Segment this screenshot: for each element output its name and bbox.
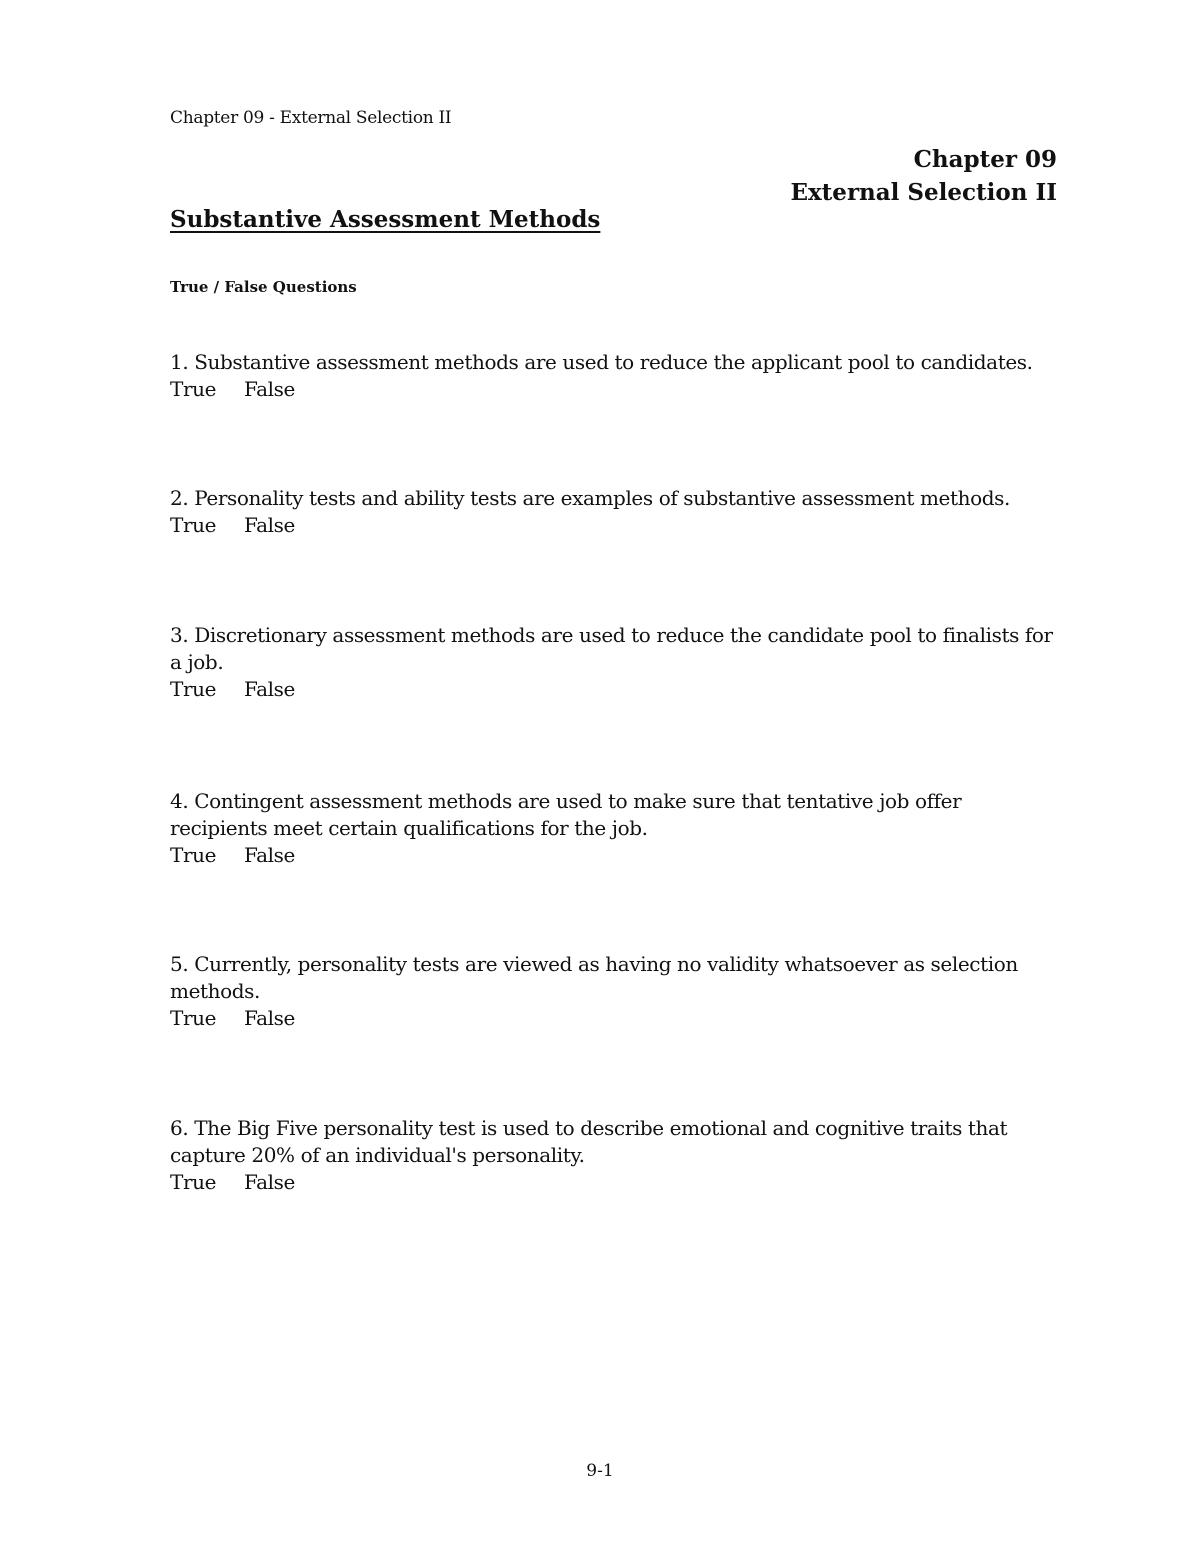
chapter-number: Chapter 09 [913, 146, 1057, 173]
question-text: 5. Currently, personality tests are viewed as having no validity whatsoever as selection methods. [170, 952, 1018, 1003]
answer-options [170, 676, 1060, 703]
question-text: 6. The Big Five personality test is used to describe emotional and cognitive traits that capture 20% of an individual's personality. [170, 1116, 1008, 1167]
question-item [170, 788, 1060, 869]
section-title: Substantive Assessment Methods [170, 206, 601, 233]
answer-false: False [244, 1170, 295, 1194]
answer-false: False [244, 843, 295, 867]
answer-true: True [170, 1170, 217, 1194]
running-header: Chapter 09 - External Selection II [170, 108, 452, 128]
question-item [170, 622, 1060, 703]
chapter-heading [790, 143, 1057, 209]
answer-true: True [170, 377, 217, 401]
question-item [170, 1115, 1060, 1196]
question-text: 3. Discretionary assessment methods are used to reduce the candidate pool to finalists for a job. [170, 623, 1053, 674]
answer-options [170, 1005, 1060, 1032]
answer-false: False [244, 1006, 295, 1030]
answer-options [170, 842, 1060, 869]
question-item [170, 951, 1060, 1032]
question-text: 4. Contingent assessment methods are used to make sure that tentative job offer recipients meet certain qualifications for the job. [170, 789, 962, 840]
answer-true: True [170, 1006, 217, 1030]
answer-false: False [244, 677, 295, 701]
answer-false: False [244, 513, 295, 537]
answer-true: True [170, 513, 217, 537]
subsection-title: True / False Questions [170, 278, 357, 296]
question-item [170, 349, 1060, 403]
page-number: 9-1 [586, 1461, 614, 1481]
question-text: 1. Substantive assessment methods are used to reduce the applicant pool to candidates. [170, 350, 1033, 374]
question-item [170, 485, 1060, 539]
answer-options [170, 512, 1060, 539]
answer-false: False [244, 377, 295, 401]
answer-true: True [170, 843, 217, 867]
answer-options [170, 1169, 1060, 1196]
question-text: 2. Personality tests and ability tests are examples of substantive assessment methods. [170, 486, 1010, 510]
answer-true: True [170, 677, 217, 701]
chapter-title: External Selection II [790, 179, 1057, 206]
answer-options [170, 376, 1060, 403]
